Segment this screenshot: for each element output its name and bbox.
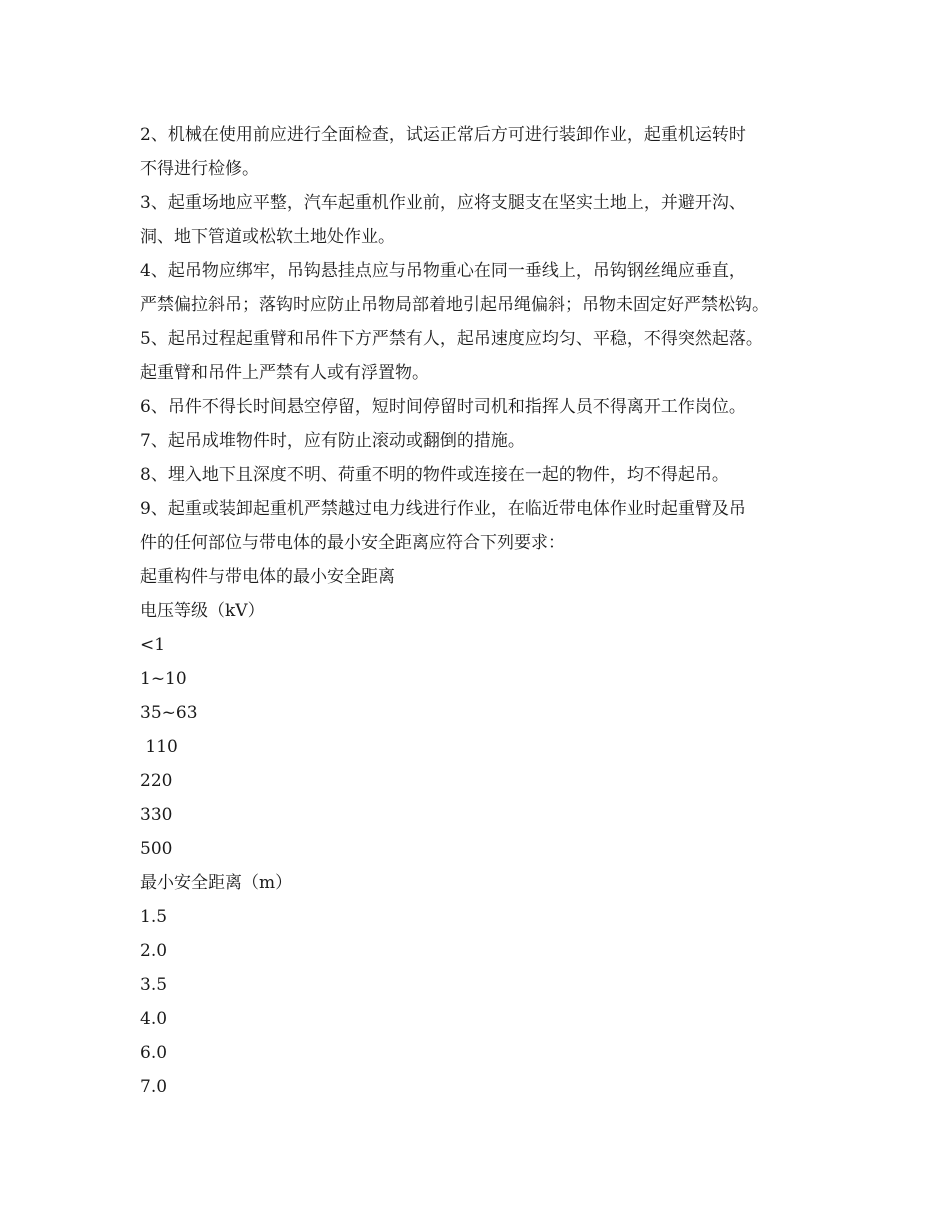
distance-value: 4.0: [140, 1009, 168, 1029]
rule-4: [140, 254, 820, 322]
rule-5: [140, 322, 820, 390]
rule-8: [140, 458, 820, 492]
text-line: 5、起吊过程起重臂和吊件下方严禁有人，起吊速度应均匀、平稳，不得突然起落。: [140, 329, 763, 349]
table-title: 起重构件与带电体的最小安全距离: [140, 567, 395, 587]
rule-3: [140, 186, 820, 254]
rule-2: [140, 118, 820, 186]
rule-9: [140, 492, 820, 560]
distance-value: 6.0: [140, 1043, 168, 1063]
distance-list: [140, 900, 820, 1104]
text-line: 2、机械在使用前应进行全面检查，试运正常后方可进行装卸作业，起重机运转时: [140, 125, 746, 145]
document-body: [140, 118, 820, 1104]
rule-7: [140, 424, 820, 458]
voltage-value: 110: [140, 737, 178, 757]
text-line: 起重臂和吊件上严禁有人或有浮置物。: [140, 363, 429, 383]
voltage-value: 35~63: [140, 703, 198, 723]
distance-value: 3.5: [140, 975, 168, 995]
voltage-value: 330: [140, 805, 173, 825]
voltage-value: 220: [140, 771, 173, 791]
text-line: 件的任何部位与带电体的最小安全距离应符合下列要求：: [140, 533, 565, 553]
voltage-header: 电压等级（kV）: [140, 601, 265, 621]
distance-value: 2.0: [140, 941, 168, 961]
rule-6: [140, 390, 820, 424]
text-line: 3、起重场地应平整，汽车起重机作业前，应将支腿支在坚实土地上，并避开沟、: [140, 193, 746, 213]
text-line: 7、起吊成堆物件时，应有防止滚动或翻倒的措施。: [140, 431, 525, 451]
text-line: 严禁偏拉斜吊；落钩时应防止吊物局部着地引起吊绳偏斜；吊物未固定好严禁松钩。: [140, 295, 769, 315]
text-line: 6、吊件不得长时间悬空停留，短时间停留时司机和指挥人员不得离开工作岗位。: [140, 397, 746, 417]
text-line: 9、起重或装卸起重机严禁越过电力线进行作业，在临近带电体作业时起重臂及吊: [140, 499, 746, 519]
voltage-value: 500: [140, 839, 173, 859]
text-line: 不得进行检修。: [140, 159, 259, 179]
distance-value: 1.5: [140, 907, 168, 927]
distance-value: 7.0: [140, 1077, 168, 1097]
voltage-list: [140, 628, 820, 866]
text-line: 8、埋入地下且深度不明、荷重不明的物件或连接在一起的物件，均不得起吊。: [140, 465, 729, 485]
voltage-value: 1~10: [140, 669, 187, 689]
distance-header: 最小安全距离（m）: [140, 873, 293, 893]
text-line: 4、起吊物应绑牢，吊钩悬挂点应与吊物重心在同一垂线上，吊钩钢丝绳应垂直，: [140, 261, 746, 281]
voltage-value: <1: [140, 635, 166, 655]
text-line: 洞、地下管道或松软土地处作业。: [140, 227, 395, 247]
